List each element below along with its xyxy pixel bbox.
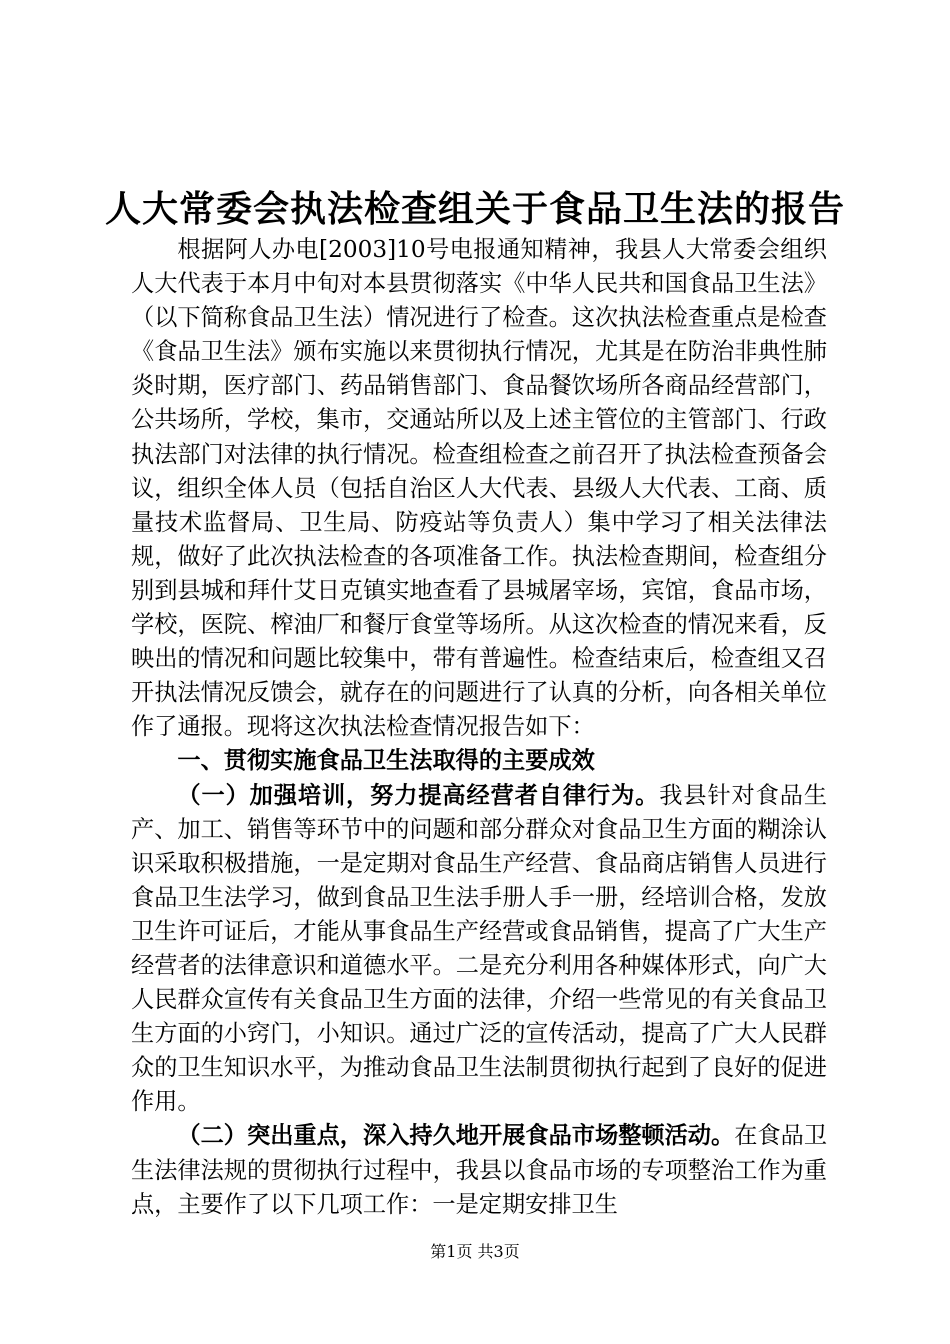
item-two-body: 在食品卫生法律法规的贯彻执行过程中，我县以食品市场的专项整治工作为重点，主要作了以下几项工作：一是定期安排卫生: [131, 1122, 828, 1218]
intro-paragraph: 根据阿人办电[2003]10号电报通知精神，我县人大常委会组织人大代表于本月中旬对本县贯彻落实《中华人民共和国食品卫生法》（以下简称食品卫生法）情况进行了检查。这次执法检查重点是检查《食品卫生法》颁布实施以来贯彻执行情况，尤其是在防治非典性肺炎时期，医疗部门、药品销售部门、食品餐饮场所各商品经营部门，公共场所，学校，集市，交通站所以及上述主管位的主管部门、行政执法部门对法律的执行情况。检查组检查之前召开了执法检查预备会议，组织全体人员（包括自治区人大代表、县级人大代表、工商、质量技术监督局、卫生局、防疫站等负责人）集中学习了相关法律法规，做好了此次执法检查的各项准备工作。执法检查期间，检查组分别到县城和拜什艾日克镇实地查看了县城屠宰场，宾馆，食品市场，学校，医院、榨油厂和餐厅食堂等场所。从这次检查的情况来看，反映出的情况和问题比较集中，带有普遍性。检查结束后，检查组又召开执法情况反馈会，就存在的问题进行了认真的分析，向各相关单位作了通报。现将这次执法检查情况报告如下：: [131, 236, 827, 741]
item-one-paragraph: [131, 779, 827, 1120]
item-two-paragraph: [131, 1119, 827, 1221]
document-body: [131, 233, 827, 1222]
item-two-lead: （二）突出重点，深入持久地开展食品市场整顿活动。: [177, 1122, 735, 1150]
page-number-footer: 第1页 共3页: [430, 1242, 520, 1261]
item-one-body: 我县针对食品生产、加工、销售等环节中的问题和部分群众对食品卫生方面的糊涂认识采取积极措施，一是定期对食品生产经营、食品商店销售人员进行食品卫生法学习，做到食品卫生法手册人手一册，经培训合格，发放卫生许可证后，才能从事食品生产经营或食品销售，提高了广大生产经营者的法律意识和道德水平。二是充分利用各种媒体形式，向广大人民群众宣传有关食品卫生方面的法律，介绍一些常见的有关食品卫生方面的小窍门，小知识。通过广泛的宣传活动，提高了广大人民群众的卫生知识水平，为推动食品卫生法制贯彻执行起到了良好的促进作用。: [131, 781, 828, 1116]
document-title: 人大常委会执法检查组关于食品卫生法的报告: [104, 189, 845, 230]
item-one-lead: （一）加强培训，努力提高经营者自律行为。: [177, 781, 660, 809]
section-heading-achievements: 一、贯彻实施食品卫生法取得的主要成效: [177, 747, 595, 775]
